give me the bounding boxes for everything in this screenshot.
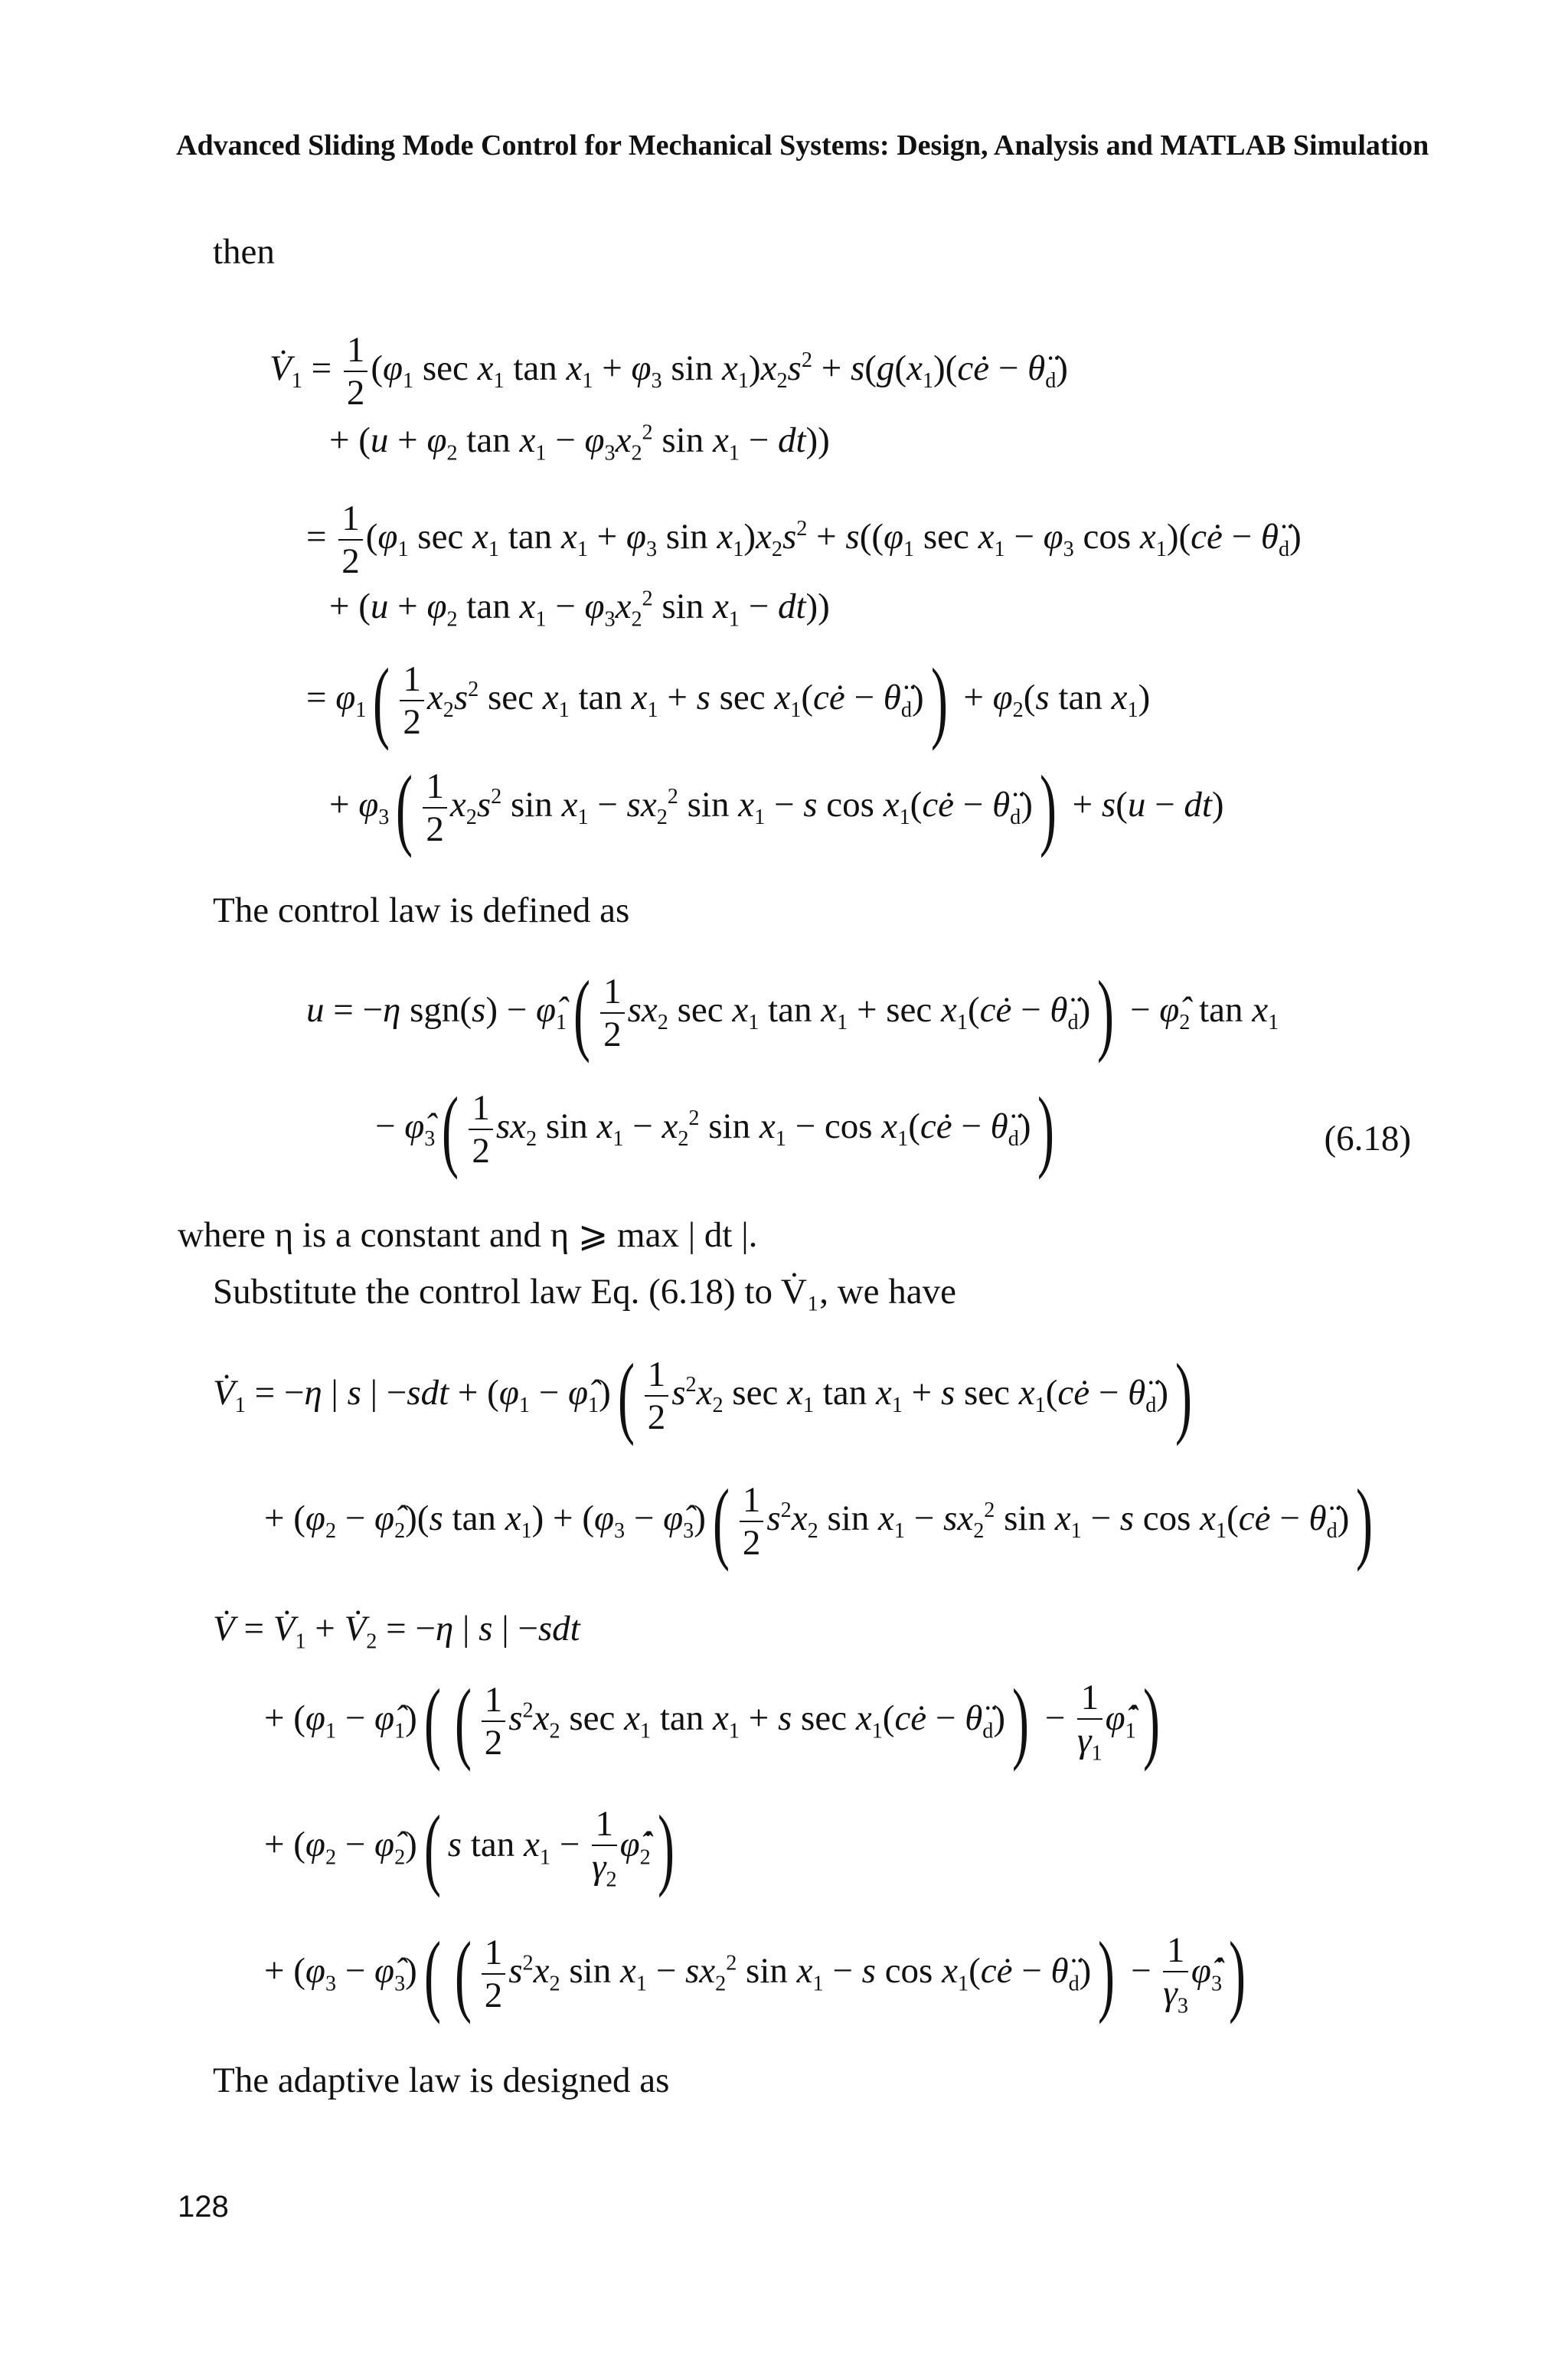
eq-vdot-line3: + ($\varphi_2$ − $\varphî_2$)( s $\tan x_1$ − $\frac{1}{\gamma_2}$ $\varphî̇_2$) [264,1796,675,1899]
text-where: where η is a constant and η ⩾ max | dt |. [178,1215,758,1255]
text-then: then [213,232,275,272]
eq-v1dot-line2: + ($u + \varphi_2$ $\tan x_1 - \varphi_3x_2^2$ $\sin x_1 - dt$)) [329,420,830,466]
eq-vdot-line2: + ($\varphi_1$ − $\varphî_1$)( ( $\frac{1}{2}$ $s^2x_2$ $\sec x_1$ $\tan x_1 + s$ $\sec x_1(cė$ − $\thetä_d$)) − $\frac{1}{\gamma_1}$ $\varphî̇_1$) [264,1670,1160,1773]
equation-number: (6.18) [1324,1119,1411,1158]
eq-vdot-line4: + ($\varphi_3$ − $\varphî_3$)( ( $\frac{1}{2}$ $s^2x_2$ $\sin x_1 - sx_2^2$ $\sin x_1 - s$ $\cos x_1(cė$ − $\thetä_d$)) − $\frac{1}{\gamma_3}$ $\varphî̇_3$) [264,1923,1246,2025]
eq-v1dot-line1: $V̇_1$ = $\frac{1}{2}$ ($\varphi_1$ $\sec x_1$ $\tan x_1 + \varphi_3$ $\sin x_1)x_2s^2$ + $s(g(x_1)(cė$ − $\thetä_d$) [270,330,1068,413]
eq-v1-subst-line2: + ($\varphi_2$ − $\varphî_2)(s$ $\tan x_1) + (\varphi_3$ − $\varphî_3$)( $\frac{1}{2}$ $s^2x_2$ $\sin x_1 - sx_2^2$ $\sin x_1 - s$ $\cos x_1(cė$ − $\thetä_d$)) [264,1470,1374,1573]
eq-control-law-line1: u = −η $sgn(s) - \varphî_1$( $\frac{1}{2}$ $sx_2$ $\sec x_1$ $\tan x_1 + \sec$ $x_1(cė$ − $\thetä_d$)) − $\varphî_2$ $\tan x_1$ [306,962,1279,1064]
text-adaptive-intro: The adaptive law is designed as [213,2060,670,2100]
eq-v1dot-line5: = $\varphi_1$( $\frac{1}{2}$ $x_2s^2$ $\sec x_1$ $\tan x_1 + s$ $\sec x_1(cė$ − $\thetä_d)) + \varphi_2(s$ $\tan x_1$) [306,649,1151,752]
running-header: Advanced Sliding Mode Control for Mechanical Systems: Design, Analysis and MATLAB Simulation [176,129,1429,162]
eq-v1dot-line3: = $\frac{1}{2}$ ($\varphi_1$ $\sec x_1$ $\tan x_1 + \varphi_3$ $\sin x_1)x_2s^2 + s((\varphi_1$ $\sec x_1 - \varphi_3$ $\cos x_1)(cė$ − $\thetä_d$) [306,498,1302,582]
eq-vdot-line1: V̇ = $V̇_1$ + $V̇_2 = -\eta$ | s | −sdt [213,1609,580,1654]
eq-v1dot-line4: + ($u + \varphi_2$ $\tan x_1 - \varphi_3x_2^2$ $\sin x_1 - dt$)) [329,587,830,632]
text-substitute: Substitute the control law Eq. (6.18) to V̇₁, we have [213,1272,957,1312]
text-control-law-intro: The control law is defined as [213,890,630,930]
eq-v1dot-line6: + $\varphi_3$( $\frac{1}{2}$ $x_2s^2$ $\sin x_1 - sx_2^2$ $\sin x_1 - s$ $\cos x_1(cė$ − $\thetä_d)) + s(u - dt)$ [329,757,1224,859]
eq-v1-subst-line1: $V̇_1 = -\eta$ | s | $-sdt + (\varphi_1$ − $\varphî_1$)( $\frac{1}{2}$ $s^2x_2$ $\sec x_1$ $\tan x_1 + s$ $\sec x_1(cė$ − $\thetä_d$)) [213,1345,1192,1447]
eq-control-law-line2: − $\varphî_3$( $\frac{1}{2}$ $sx_2$ $\sin x_1 - x_2^2$ $\sin x_1 - \cos$ $x_1(cė$ − $\thetä_d$)) [375,1078,1055,1181]
page-number: 128 [178,2190,229,2224]
